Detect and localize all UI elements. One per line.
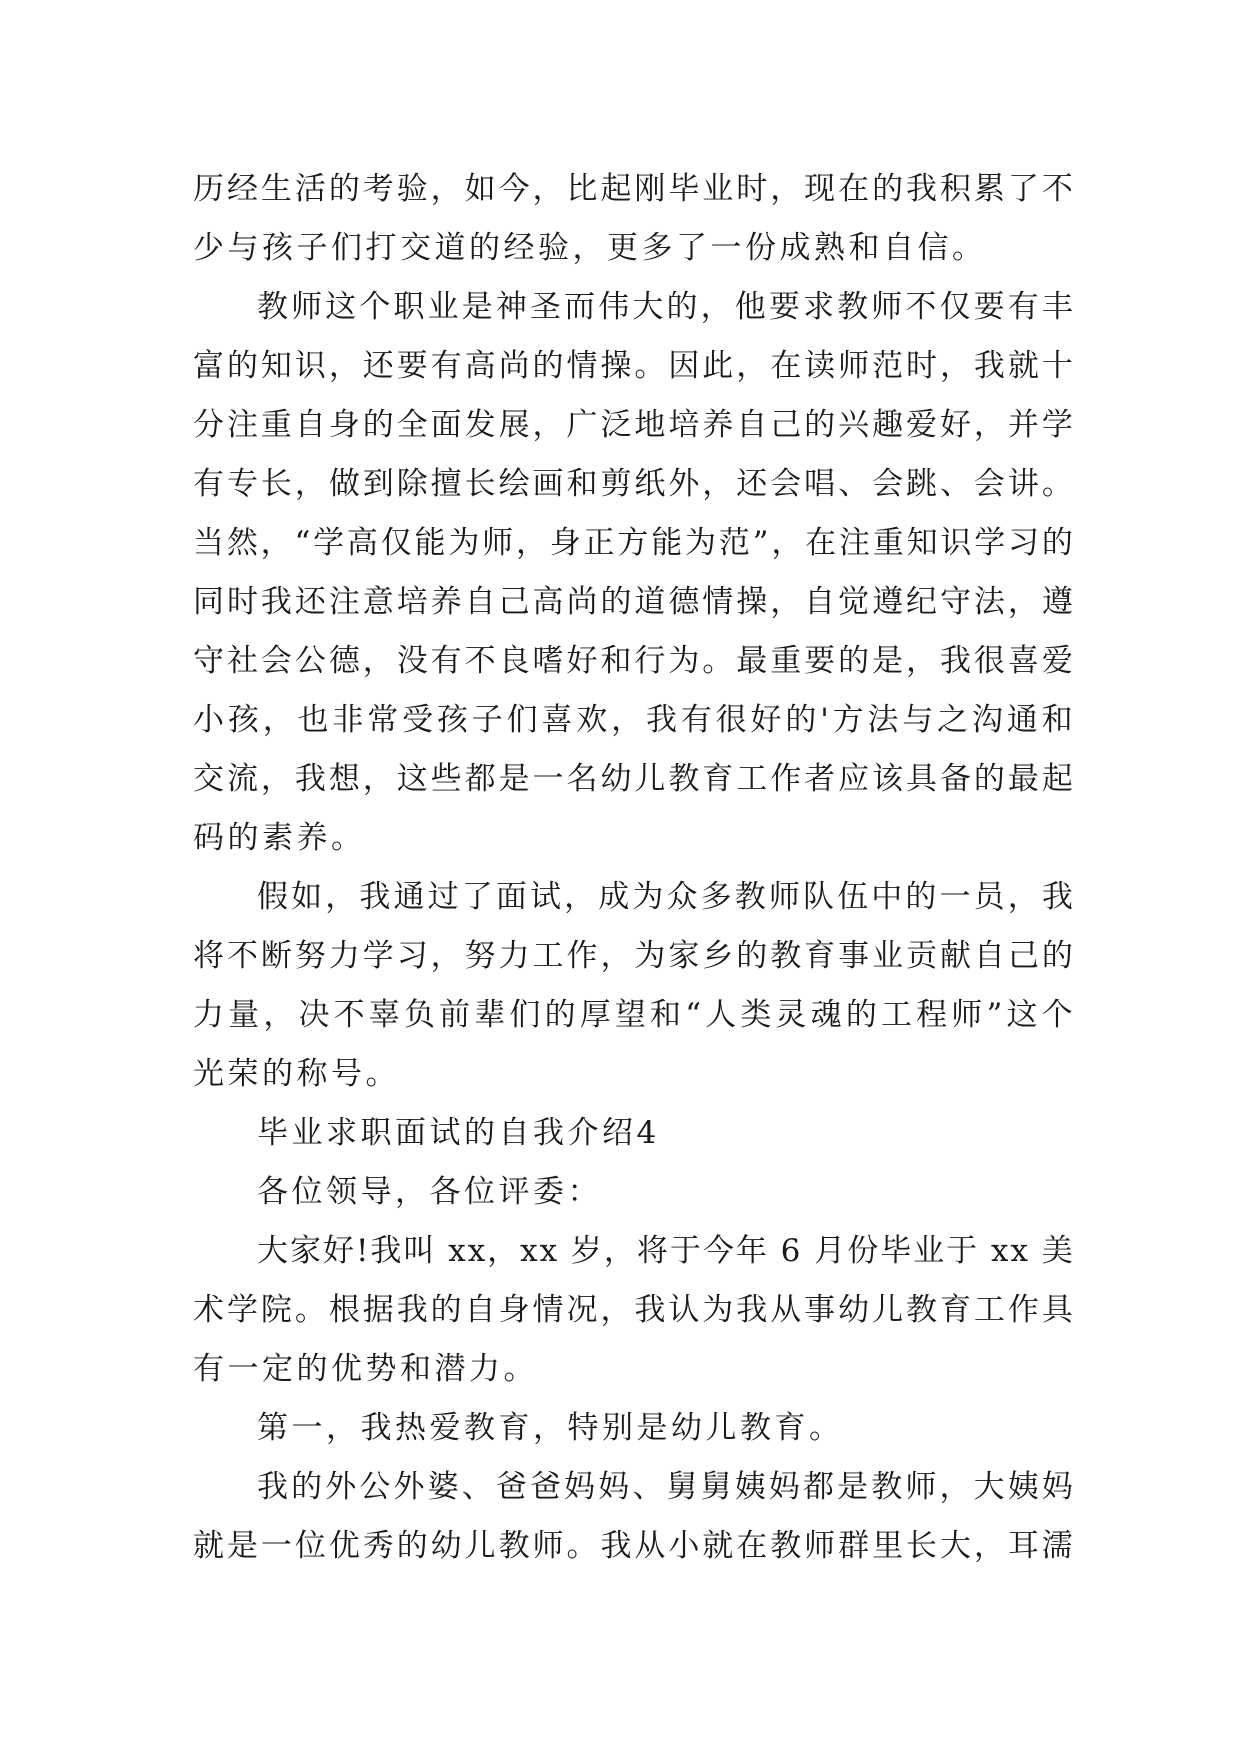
text-line-19: 大 家 好 ! 我 叫 x x ， x x 岁 ， 将 于 今 年 6 月 份 毕 业 于 x x 美 [257,1233,1073,1269]
text-line-6: 有 专 长 ， 做 到 除 擅 长 绘 画 和 剪 纸 外 ， 还 会 唱 、 会 跳 、 会 讲 。 [193,466,1073,502]
text-line-14: 将 不 断 努 力 学 习 ， 努 力 工 作 ， 为 家 乡 的 教 育 事 业 贡 献 自 己 的 [193,938,1073,974]
salutation: 各位领导，各位评委： [257,1174,602,1210]
text-line-23: 我 的 外 公 外 婆 、 爸 爸 妈 妈 、 舅 舅 姨 妈 都 是 教 师 ， 大 姨 妈 [257,1469,1073,1505]
text-line-21: 有一定的优势和潜力。 [193,1351,538,1387]
text-line-5: 分 注 重 自 身 的 全 面 发 展 ， 广 泛 地 培 养 自 己 的 兴 趣 爱 好 ， 并 学 [193,407,1073,443]
document-body [193,160,1073,1576]
text-line-12: 码的素养。 [193,820,366,856]
text-line-4: 富 的 知 识 ， 还 要 有 高 尚 的 情 操 。 因 此 ， 在 读 师 范 时 ， 我 就 十 [193,348,1073,384]
text-line-20: 术 学 院 。 根 据 我 的 自 身 情 况 ， 我 认 为 我 从 事 幼 儿 教 育 工 作 具 [193,1292,1073,1328]
text-line-11: 交 流 ， 我 想 ， 这 些 都 是 一 名 幼 儿 教 育 工 作 者 应 该 具 备 的 最 起 [193,761,1073,797]
text-line-3: 教 师 这 个 职 业 是 神 圣 而 伟 大 的 ， 他 要 求 教 师 不 仅 要 有 丰 [257,289,1073,325]
text-line-9: 守 社 会 公 德 ， 没 有 不 良 嗜 好 和 行 为 。 最 重 要 的 是 ， 我 很 喜 爱 [193,643,1073,679]
text-line-22: 第一，我热爱教育，特别是幼儿教育。 [257,1410,844,1446]
text-line-24: 就 是 一 位 优 秀 的 幼 儿 教 师 。 我 从 小 就 在 教 师 群 里 长 大 ， 耳 濡 [193,1528,1073,1564]
section-heading: 毕业求职面试的自我介绍4 [257,1115,660,1151]
text-line-1: 历 经 生 活 的 考 验 ， 如 今 ， 比 起 刚 毕 业 时 ， 现 在 的 我 积 累 了 不 [193,171,1073,207]
text-line-16: 光荣的称号。 [193,1056,400,1092]
text-line-7: 当 然 ， “ 学 高 仅 能 为 师 ， 身 正 方 能 为 范 ” ， 在 注 重 知 识 学 习 的 [193,525,1073,561]
text-line-10: 小 孩 ， 也 非 常 受 孩 子 们 喜 欢 ， 我 有 很 好 的 ' 方 法 与 之 沟 通 和 [193,702,1073,738]
text-line-13: 假 如 ， 我 通 过 了 面 试 ， 成 为 众 多 教 师 队 伍 中 的 一 员 ， 我 [257,879,1073,915]
text-line-2: 少与孩子们打交道的经验，更多了一份成熟和自信。 [193,230,987,266]
text-line-15: 力 量 ， 决 不 辜 负 前 辈 们 的 厚 望 和 “ 人 类 灵 魂 的 工 程 师 ” 这 个 [193,997,1073,1033]
text-line-8: 同 时 我 还 注 意 培 养 自 己 高 尚 的 道 德 情 操 ， 自 觉 遵 纪 守 法 ， 遵 [193,584,1073,620]
